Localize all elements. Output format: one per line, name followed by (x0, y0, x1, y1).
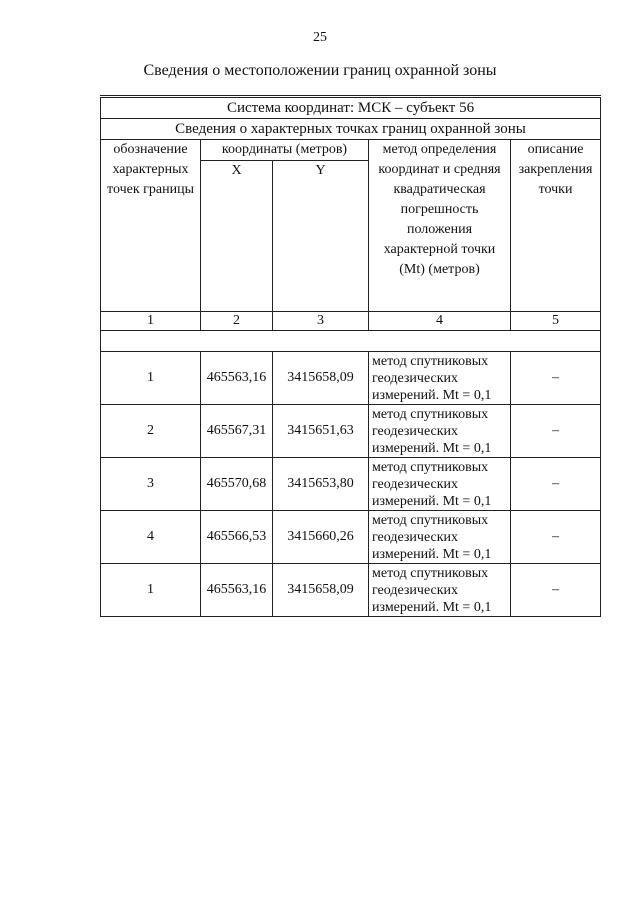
x-cell: 465563,16 (201, 352, 273, 405)
point-cell: 3 (101, 458, 201, 511)
section-title-cell: Сведения о характерных точках границ охранной зоны (101, 119, 601, 140)
point-cell: 2 (101, 405, 201, 458)
header-y: Y (273, 161, 369, 312)
header-x: X (201, 161, 273, 312)
column-number: 4 (369, 312, 511, 331)
method-cell: метод спутниковых геодезических измерений. Mt = 0,1 (369, 511, 511, 564)
x-cell: 465563,16 (201, 564, 273, 617)
table-row (101, 458, 601, 511)
column-number-row (101, 312, 601, 331)
description-cell: – (511, 564, 601, 617)
section-title-row (101, 119, 601, 140)
description-cell: – (511, 405, 601, 458)
description-cell: – (511, 352, 601, 405)
method-cell: метод спутниковых геодезических измерений. Mt = 0,1 (369, 405, 511, 458)
x-cell: 465567,31 (201, 405, 273, 458)
coord-system-row (101, 97, 601, 119)
y-cell: 3415660,26 (273, 511, 369, 564)
header-coords: координаты (метров) (201, 140, 369, 161)
description-cell: – (511, 458, 601, 511)
y-cell: 3415653,80 (273, 458, 369, 511)
method-cell: метод спутниковых геодезических измерений. Mt = 0,1 (369, 564, 511, 617)
document-title: Сведения о местоположении границ охранной зоны (143, 62, 497, 79)
header-description: описание закрепления точки (511, 140, 601, 312)
boundary-points-table (100, 95, 601, 617)
x-cell: 465566,53 (201, 511, 273, 564)
point-cell: 1 (101, 564, 201, 617)
method-cell: метод спутниковых геодезических измерений. Mt = 0,1 (369, 352, 511, 405)
page-number: 25 (313, 30, 327, 45)
y-cell: 3415658,09 (273, 352, 369, 405)
table-row (101, 352, 601, 405)
x-cell: 465570,68 (201, 458, 273, 511)
table-row (101, 564, 601, 617)
column-number: 5 (511, 312, 601, 331)
method-cell: метод спутниковых геодезических измерений. Mt = 0,1 (369, 458, 511, 511)
table-row (101, 405, 601, 458)
description-cell: – (511, 511, 601, 564)
point-cell: 1 (101, 352, 201, 405)
blank-row (101, 331, 601, 352)
table-row (101, 511, 601, 564)
column-number: 1 (101, 312, 201, 331)
coord-system-cell: Система координат: МСК – субъект 56 (101, 97, 601, 119)
y-cell: 3415658,09 (273, 564, 369, 617)
blank-cell (101, 331, 601, 352)
header-method: метод определения координат и средняя квадратическая погрешность положения характерной точки (Mt) (метров) (369, 140, 511, 312)
header-row (101, 140, 601, 161)
column-number: 2 (201, 312, 273, 331)
y-cell: 3415651,63 (273, 405, 369, 458)
column-number: 3 (273, 312, 369, 331)
header-point: обозначение характерных точек границы (101, 140, 201, 312)
point-cell: 4 (101, 511, 201, 564)
